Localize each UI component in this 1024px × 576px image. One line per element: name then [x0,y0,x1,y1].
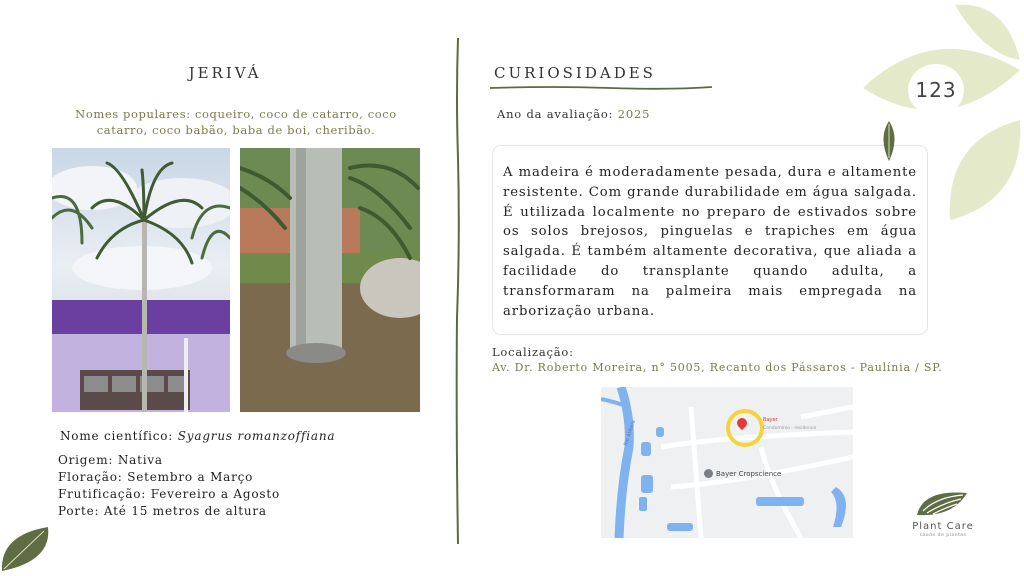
page-number: 123 [908,64,964,116]
popular-names: Nomes populares: coqueiro, coco de catarro, coco catarro, coco babão, baba de boi, cheribão. [75,107,397,137]
description-box: A madeira é moderadamente pesada, dura e altamente resistente. Com grande durabilidade em água salgada. É utilizada localmente no preparo de estivados sobre os solos brejosos, pinguelas e trapiches em água salgada. É também altamente decorativa, que aliada a facilidade do transplante quando adulta, a transformaram na palmeira mais empregada na arborização urbana. [492,145,928,335]
fact-origin: Origem: Nativa [58,453,163,467]
scientific-name [60,429,335,443]
curiosities-heading: CURIOSIDADES [494,64,656,82]
year-label: Ano da avaliação: [497,107,618,121]
heading-underline [490,84,712,92]
scientific-name-label: Nome científico: [60,429,178,443]
logo-name: Plant Care [912,521,974,532]
vertical-divider [454,38,462,544]
map-road-label: Rio Atibaia [623,419,638,447]
map-highlight-ring [726,409,764,447]
palm-trunk-photo [240,148,420,412]
plant-facts [58,452,280,520]
map-poi-label: Bayer Cropscience [716,470,782,478]
location-label: Localização: [492,345,574,359]
palm-tree-photo [52,148,230,412]
fact-fruiting: Frutificação: Fevereiro a Agosto [58,487,281,501]
evaluation-year [497,107,650,121]
map-pin-sublabel: Condomínio - residence [763,426,817,431]
corner-leaf-icon [0,523,52,573]
year-value: 2025 [617,107,651,121]
location-address: Av. Dr. Roberto Moreira, n° 5005, Recanto dos Pássaros - Paulínia / SP. [492,361,943,374]
map-pin-label: Bayer [763,417,778,423]
scientific-name-value: Syagrus romanzoffiana [177,429,336,443]
fact-size: Porte: Até 15 metros de altura [58,504,267,518]
small-leaf-icon [878,120,900,162]
fact-flowering: Floração: Setembro a Março [58,470,254,484]
location-map[interactable] [601,387,853,538]
poi-icon[interactable] [704,469,713,478]
plant-care-logo-icon [913,487,971,519]
logo-tagline: saúde de plantas [919,533,967,538]
plant-name-title: JERIVÁ [188,64,262,82]
